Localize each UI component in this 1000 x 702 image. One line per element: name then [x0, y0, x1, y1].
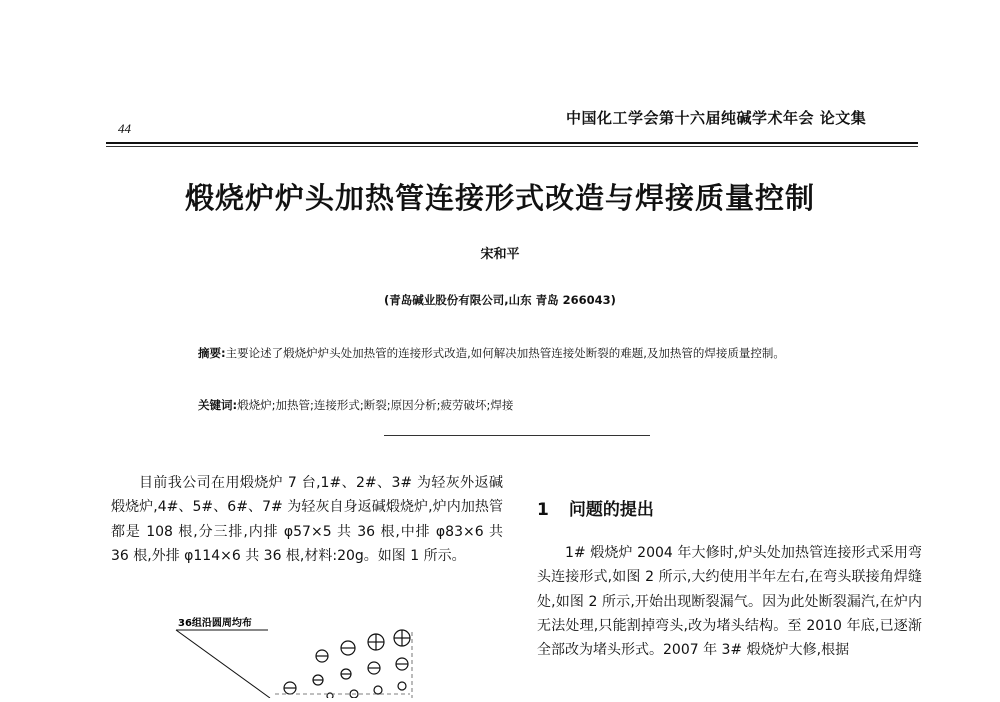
figure-label: 36组沿圆周均布 — [178, 618, 252, 629]
abstract — [198, 344, 838, 363]
body-right-paragraph: 1# 煅烧炉 2004 年大修时,炉头处加热管连接形式采用弯头连接形式,如图 2 所示,大约使用半年左右,在弯头联接角焊缝处,如图 2 所示,开始出现断裂漏气。因为此处断裂漏汽,在炉内无法处理,只能割掉弯头,改为堵头结构。至 2010 年底,已逐渐全部改为堵头形式。2007 年 3# 煅烧炉大修,根据 — [537, 545, 922, 659]
section-title: 问题的提出 — [568, 500, 654, 520]
page-number: 44 — [118, 121, 131, 136]
abstract-label: 摘要: — [198, 346, 226, 360]
header-rule — [106, 142, 918, 144]
author: 宋和平 — [480, 247, 520, 262]
separator-rule — [384, 435, 650, 436]
figure-drawing — [150, 612, 480, 698]
figure-1 — [150, 612, 480, 698]
body-left-paragraph: 目前我公司在用煅烧炉 7 台,1#、2#、3# 为轻灰外返碱煅烧炉,4#、5#、6#、7# 为轻灰自身返碱煅烧炉,炉内加热管都是 108 根,分三排,内排 φ57×5 共 36 根,中排 φ83×6 共 36 根,外排 φ114×6 共 36 根,材料:20g。如图 1 所示。 — [111, 475, 503, 564]
paper-title: 煅烧炉炉头加热管连接形式改造与焊接质量控制 — [184, 181, 815, 215]
abstract-text: 主要论述了煅烧炉炉头处加热管的连接形式改造,如何解决加热管连接处断裂的难题,及加热管的焊接质量控制。 — [225, 346, 785, 360]
heating-tubes — [284, 630, 410, 698]
section-number: 1 — [537, 500, 549, 520]
keywords-label: 关键词: — [198, 398, 238, 412]
keywords-text: 煅烧炉;加热管;连接形式;断裂;原因分析;疲劳破坏;焊接 — [237, 398, 514, 412]
keywords — [198, 397, 838, 413]
running-header: 中国化工学会第十六届纯碱学术年会 论文集 — [566, 109, 867, 127]
header-rule-thin — [106, 146, 918, 147]
section-heading — [537, 495, 654, 520]
affiliation: (青岛碱业股份有限公司,山东 青岛 266043) — [384, 293, 616, 307]
